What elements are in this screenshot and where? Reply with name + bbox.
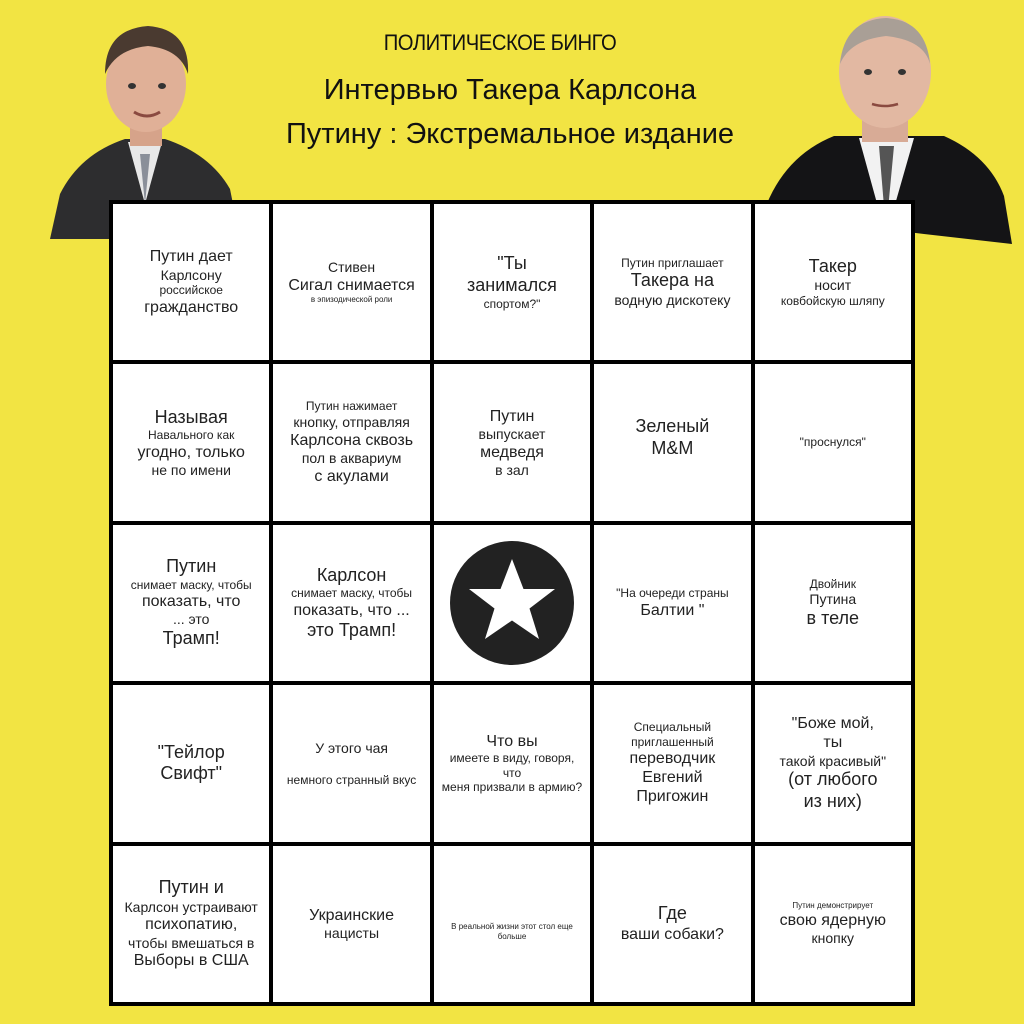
cell-text: снимает маску, чтобы: [291, 586, 413, 601]
cell-text: Сигал снимается: [288, 277, 415, 295]
cell-text: Двойник: [809, 576, 856, 591]
cell-text: Путина: [809, 590, 857, 607]
cell-text: медведя: [480, 443, 544, 461]
bingo-cell[interactable]: [273, 846, 429, 1002]
cell-text: ... это: [172, 611, 210, 628]
bingo-cell[interactable]: [755, 846, 911, 1002]
bingo-cell[interactable]: [113, 364, 269, 520]
cell-text: Карлсон: [316, 564, 387, 585]
bingo-cell[interactable]: [434, 685, 590, 841]
cell-text: не по имени: [151, 461, 231, 478]
bingo-cell[interactable]: [273, 685, 429, 841]
cell-text: угодно, только: [137, 443, 245, 461]
bingo-cell[interactable]: [755, 525, 911, 681]
cell-text: Называя: [154, 406, 228, 427]
bingo-cell[interactable]: [273, 525, 429, 681]
cell-text: Что вы: [486, 733, 538, 751]
cell-text: "Ты: [497, 253, 527, 274]
cell-text: свою ядерную: [779, 911, 886, 929]
bingo-cell[interactable]: [755, 364, 911, 520]
page-title-line-2: Путину : Экстремальное издание: [285, 118, 735, 150]
cell-text: Украинские: [309, 906, 395, 924]
cell-text: имеете в виду, говоря, что: [449, 751, 575, 780]
cell-text: Зеленый: [635, 416, 710, 436]
bingo-cell[interactable]: [273, 204, 429, 360]
cell-text: выпускает: [478, 425, 546, 442]
bingo-cell[interactable]: [113, 525, 269, 681]
bingo-cell[interactable]: [594, 364, 750, 520]
cell-text: Путин демонстрирует: [792, 901, 874, 910]
cell-text: У этого чая: [315, 739, 388, 756]
cell-text: пол в аквариум: [301, 449, 402, 466]
cell-text: Путин: [166, 556, 217, 577]
cell-text: ты: [823, 734, 843, 752]
cell-text: ваши собаки?: [620, 925, 724, 943]
cell-text: Выборы в США: [133, 952, 249, 970]
cell-text: спортом?": [483, 296, 541, 311]
cell-text: "проснулся": [799, 435, 866, 450]
bingo-cell[interactable]: [594, 204, 750, 360]
cell-text: такой красивый": [779, 752, 887, 769]
bingo-cell[interactable]: [434, 204, 590, 360]
cell-text: Такера на: [630, 270, 715, 291]
cell-text: Путин дает: [149, 248, 233, 266]
cell-text: с акулами: [314, 467, 389, 485]
cell-text: носит: [814, 277, 852, 294]
cell-text: "Боже мой,: [791, 715, 874, 733]
cell-text: Карлсону: [160, 266, 222, 283]
star-icon: [448, 539, 576, 667]
cell-text: Стивен: [328, 259, 376, 276]
cell-text: показать, что: [141, 593, 241, 611]
cell-text: Свифт": [160, 763, 223, 784]
free-space[interactable]: [434, 525, 590, 681]
cell-text: Карлсона сквозь: [290, 431, 414, 449]
cell-text: водную дискотеку: [614, 291, 731, 308]
cell-text: Пригожин: [636, 788, 709, 806]
cell-text: психопатию,: [145, 916, 238, 934]
cell-text: (от любого: [788, 769, 878, 790]
cell-text: снимает маску, чтобы: [130, 577, 252, 592]
cell-text: в теле: [806, 607, 860, 628]
cell-text: в эпизодической роли: [310, 295, 393, 305]
bingo-cell[interactable]: [434, 846, 590, 1002]
bingo-cell[interactable]: [755, 685, 911, 841]
page-title-line-1: Интервью Такера Карлсона: [323, 74, 697, 106]
bingo-cell[interactable]: [434, 364, 590, 520]
cell-text: меня призвали в армию?: [441, 780, 583, 795]
cell-text: нацисты: [324, 924, 380, 941]
bingo-cell[interactable]: [594, 685, 750, 841]
cell-text: Путин нажимает: [305, 399, 398, 414]
cell-text: Карлсон устраивают: [124, 898, 258, 915]
bingo-cell[interactable]: [273, 364, 429, 520]
cell-text: из них): [803, 790, 862, 811]
cell-text: кнопку, отправляя: [293, 413, 410, 430]
cell-text: Трамп!: [162, 628, 220, 649]
bingo-board: [109, 200, 915, 1006]
bingo-cell[interactable]: [113, 685, 269, 841]
cell-text: немного странный вкус: [286, 772, 417, 787]
cell-text: гражданство: [144, 298, 239, 316]
cell-text: российское: [159, 283, 223, 298]
bingo-cell[interactable]: [113, 846, 269, 1002]
cell-text: В реальной жизни этот стол еще больше: [451, 922, 573, 941]
cell-text: занимался: [467, 275, 557, 295]
bingo-kicker: ПОЛИТИЧЕСКОЕ БИНГО: [383, 30, 617, 55]
cell-text: Путин и: [158, 877, 224, 897]
cell-text: ковбойскую шляпу: [780, 294, 885, 309]
bingo-cell[interactable]: [594, 525, 750, 681]
cell-text: "На очереди страны: [616, 586, 729, 601]
cell-text: "Тейлор: [157, 741, 225, 762]
cell-text: чтобы вмешаться в: [128, 934, 255, 951]
bingo-cell[interactable]: [594, 846, 750, 1002]
bingo-cell[interactable]: [755, 204, 911, 360]
cell-text: Евгений: [642, 769, 703, 787]
cell-text: показать, что ...: [293, 601, 410, 619]
cell-text: это Трамп!: [307, 619, 397, 640]
cell-text: Такер: [808, 255, 857, 276]
cell-text: Путин: [489, 407, 535, 425]
bingo-cell[interactable]: [113, 204, 269, 360]
cell-text: переводчик: [629, 750, 716, 767]
cell-text: Путин приглашает: [621, 255, 724, 270]
cell-text: в зал: [495, 461, 529, 478]
cell-text: кнопку: [811, 929, 855, 946]
cell-text: Балтии ": [640, 601, 705, 619]
cell-text: Навального как: [148, 428, 235, 443]
cell-text: Где: [657, 903, 687, 924]
cell-text: Специальный приглашенный: [631, 720, 714, 749]
cell-text: M&M: [651, 437, 694, 458]
